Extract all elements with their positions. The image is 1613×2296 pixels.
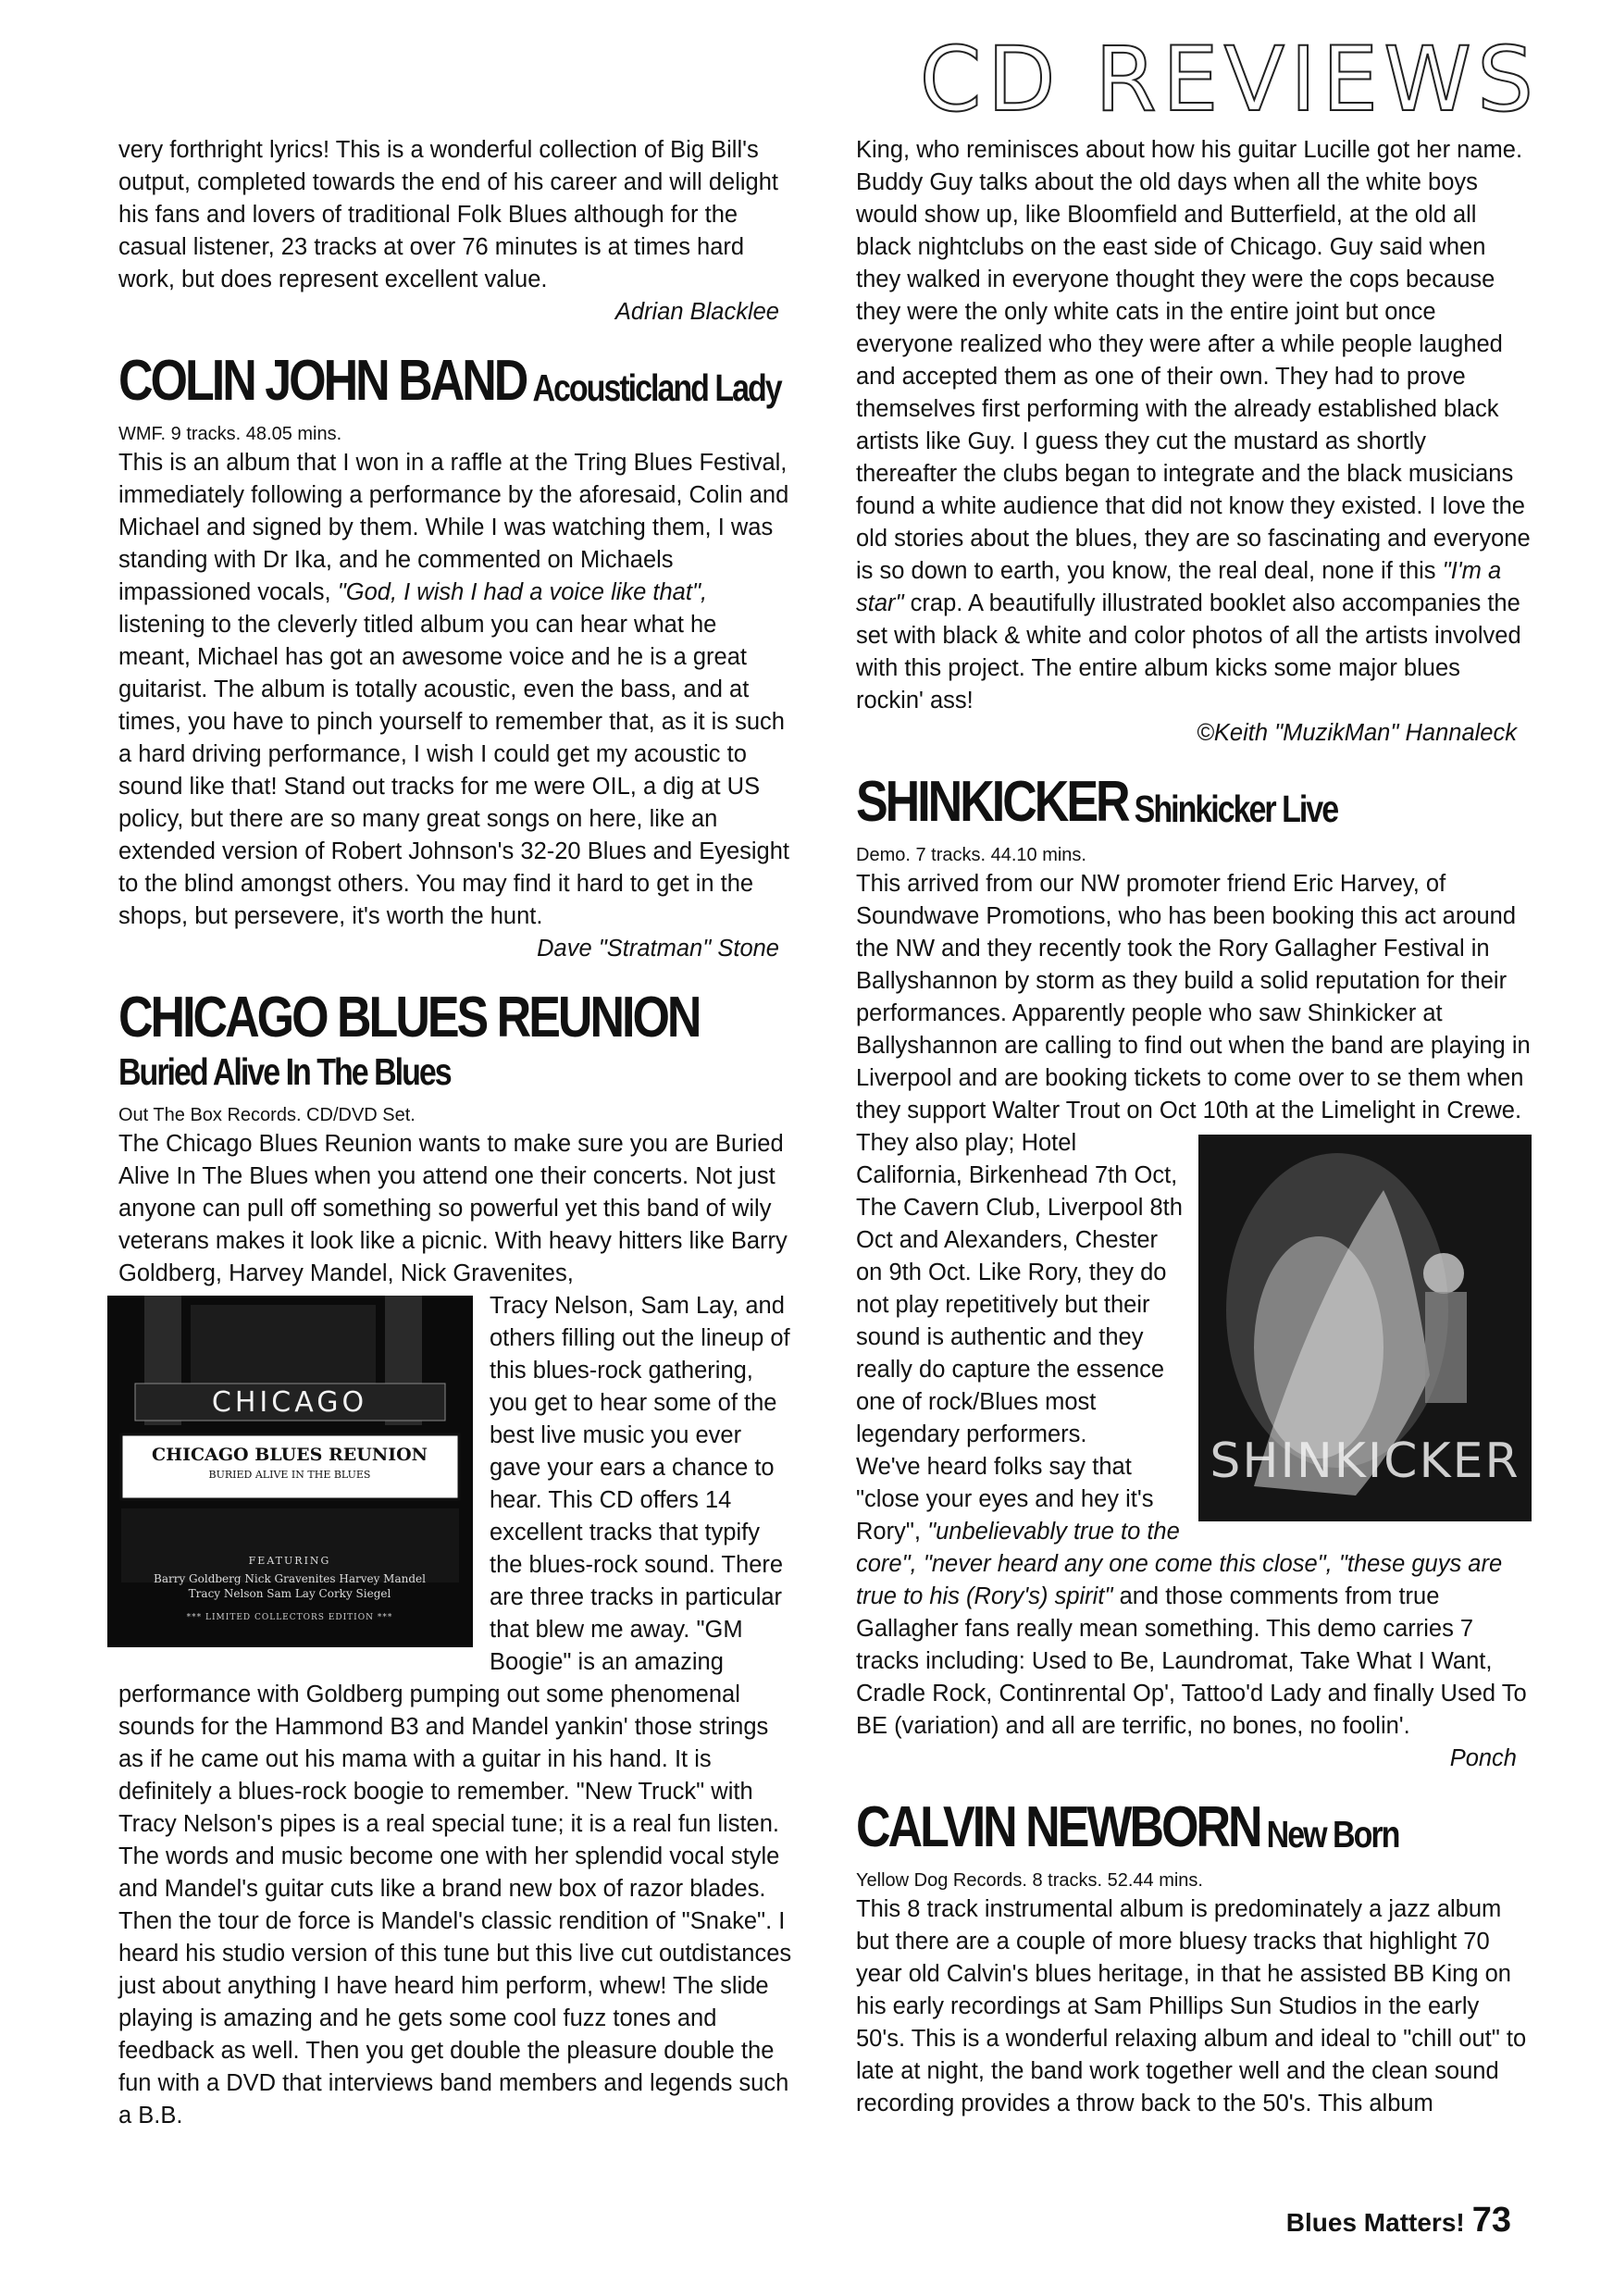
reviewer-byline: Adrian Blacklee	[614, 299, 779, 325]
cover-marquee-subtitle: BURIED ALIVE IN THE BLUES	[208, 1469, 371, 1481]
photo-overlay-text: SHINKICKER	[1210, 1433, 1520, 1489]
cover-featuring: FEATURING	[248, 1555, 331, 1567]
release-info: Yellow Dog Records. 8 tracks. 52.44 mins.	[856, 1870, 1203, 1891]
album-cover-image	[107, 1296, 473, 1647]
magazine-name: Blues Matters!	[1285, 2208, 1465, 2237]
review-body-continued: Tracy Nelson, Sam Lay, and others filling out the lineup of this blues-rock gathering, you get to hear some of the best live music you ever gave your ears a chance to hear. This CD offers 14 excellent tracks that typify the blues-rock sound. There are three tracks in particular that blew me away. "GM Boogie" is an amazing performance with Goldberg pumping out some phenomenal sounds for the Hammond B3 and Mandel yankin' those strings as if he came out his mama with a guitar in his hand. It is definitely a blues-rock boogie to remember. "New Truck" with Tracy Nelson's pipes is a real special tune; it is a real fun listen. The words and music become one with her splendid vocal style and Mandel's guitar cuts like a brand new box of razor blades. Then the tour de force is Mandel's classic rendition of "Snake". I heard his studio version of this tune but this live cut outdistances just about anything I have heard him perform, whew! The slide playing is amazing and he gets some cool fuzz tones and feedback as well. Then you get double the pleasure double the fun with a DVD that interviews band members and legends such a B.B.	[118, 1293, 792, 2128]
artist-name: COLIN JOHN BAND	[118, 349, 527, 414]
band-photo	[1198, 1135, 1532, 1521]
reviewer-byline: Dave "Stratman" Stone	[537, 936, 779, 962]
release-info: Demo. 7 tracks. 44.10 mins.	[856, 845, 1086, 865]
page-footer	[1286, 2201, 1511, 2240]
review-body: The Chicago Blues Reunion wants to make sure you are Buried Alive In The Blues when you attend one their concerts. Not just anyone can pull off something so powerful yet this band of wily veterans makes it look like a picnic. With heavy hitters like Barry Goldberg, Harvey Mandel, Nick Gravenites,	[118, 1131, 788, 1286]
cover-sign-text: CHICAGO	[211, 1386, 368, 1419]
cover-names-1: Barry Goldberg Nick Gravenites Harvey Mandel	[154, 1572, 426, 1585]
cover-names-2: Tracy Nelson Sam Lay Corky Siegel	[188, 1587, 391, 1600]
review-continuation-text: very forthright lyrics! This is a wonderful collection of Big Bill's output, completed towards the end of his career and will delight his fans and lovers of traditional Folk Blues although for the casual listener, 23 tracks at over 76 minutes is at times hard work, but does represent excellent value.	[118, 137, 779, 292]
reviewer-byline: ©Keith "MuzikMan" Hannaleck	[1197, 720, 1517, 746]
cover-art	[107, 1296, 473, 1647]
artist-name: CALVIN NEWBORN	[856, 1795, 1260, 1860]
page-title: CD REVIEWS	[919, 28, 1539, 131]
album-title: New Born	[1266, 1813, 1399, 1856]
left-column	[118, 134, 794, 2132]
right-column	[856, 134, 1532, 2120]
review-body: This arrived from our NW promoter friend Eric Harvey, of Soundwave Promotions, who has been booking this act around the NW and they recently took the Rory Gallagher Festival in Ballyshannon by storm as they build a solid reputation for their performances. Apparently people who saw Shinkicker at Ballyshannon are calling to find out when the band are playing in Liverpool and are booking tickets to come over to se them when they support Walter Trout on Oct 10th at the Limelight in Crewe.	[856, 871, 1531, 1123]
band-photo-art	[1198, 1135, 1532, 1521]
review-heading-shinkicker	[856, 770, 1532, 835]
review-body-quotes: We've heard folks say that "close your eyes and hey it's Rory", "unbelievably true to the core", "never heard any one come this close", "these guys are true to his (Rory's) spirit" and those comments from true Gallagher fans really mean something. This demo carries 7 tracks including: Used to Be, Laundromat, Take What I Want, Cradle Rock, Continrental Op', Tattoo'd Lady and finally Used To BE (variation) and all are terrific, no bones, no foolin'.	[856, 1454, 1527, 1739]
artist-name: CHICAGO BLUES REUNION	[118, 986, 700, 1050]
review-body-continued: They also play; Hotel California, Birkenhead 7th Oct, The Cavern Club, Liverpool 8th Oct and Alexanders, Chester on 9th Oct. Like Rory, they do not play repetitively but their sound is authentic and they really do capture the essence one of rock/Blues most legendary performers.	[856, 1130, 1183, 1447]
album-title: Acousticland Lady	[532, 366, 781, 410]
review-heading-calvin-newborn	[856, 1795, 1532, 1860]
release-info: Out The Box Records. CD/DVD Set.	[118, 1105, 416, 1125]
album-title: Buried Alive In The Blues	[118, 1050, 451, 1094]
cover-edition: *** LIMITED COLLECTORS EDITION ***	[186, 1613, 393, 1622]
review-continuation-text: King, who reminisces about how his guitar Lucille got her name. Buddy Guy talks about the old days when all the white boys would show up, like Bloomfield and Butterfield, at the old all black nightclubs on the east side of Chicago. Guy said when they walked in everyone thought they were the cops because they were the only white cats in the entire joint but once everyone realized who they were after a while people laughed and accepted them as one of their own. They had to prove themselves first performing with the already established black artists like Guy. I guess they cut the mustard as shortly thereafter the clubs began to integrate and the black musicians found a white audience that did not know they existed. I love the old stories about the blues, they are so fascinating and everyone is so down to earth, you know, the real deal, none if this "I'm a star" crap. A beautifully illustrated booklet also accompanies the set with black & white and color photos of all the artists involved with this project. The entire album kicks some major blues rockin' ass!	[856, 137, 1531, 714]
reviewer-byline: Ponch	[1449, 1745, 1517, 1771]
review-heading-chicago-blues-reunion	[118, 986, 794, 1094]
review-body: This is an album that I won in a raffle at the Tring Blues Festival, immediately following a performance by the aforesaid, Colin and Michael and signed by them. While I was watching them, I was standing with Dr Ika, and he commented on Michaels impassioned vocals, "God, I wish I had a voice like that", listening to the cleverly titled album you can hear what he meant, Michael has got an awesome voice and he is a great guitarist. The album is totally acoustic, even the bass, and at times, you have to pinch yourself to remember that, as it is such a hard driving performance, I wish I could get my acoustic to sound like that! Stand out tracks for me were OIL, a dig at US policy, but there are so many great songs on here, like an extended version of Robert Johnson's 32-20 Blues and Eyesight to the blind amongst others. You may find it hard to get in the shops, but persevere, it's worth the hunt.	[118, 450, 789, 929]
page-number: 73	[1471, 2201, 1511, 2240]
release-info: WMF. 9 tracks. 48.05 mins.	[118, 424, 342, 444]
artist-name: SHINKICKER	[856, 770, 1128, 835]
review-body: This 8 track instrumental album is predominately a jazz album but there are a couple of more bluesy tracks that highlight 70 year old Calvin's blues heritage, in that he assisted BB King on his early recordings at Sam Phillips Sun Studios in the early 50's. This is a wonderful relaxing album and ideal to "chill out" to late at night, the band work together well and the clean sound recording provides a throw back to the 50's. This album	[856, 1896, 1527, 2116]
cover-marquee-title: CHICAGO BLUES REUNION	[152, 1445, 428, 1465]
album-title: Shinkicker Live	[1134, 788, 1338, 831]
review-heading-colin-john-band	[118, 349, 794, 414]
